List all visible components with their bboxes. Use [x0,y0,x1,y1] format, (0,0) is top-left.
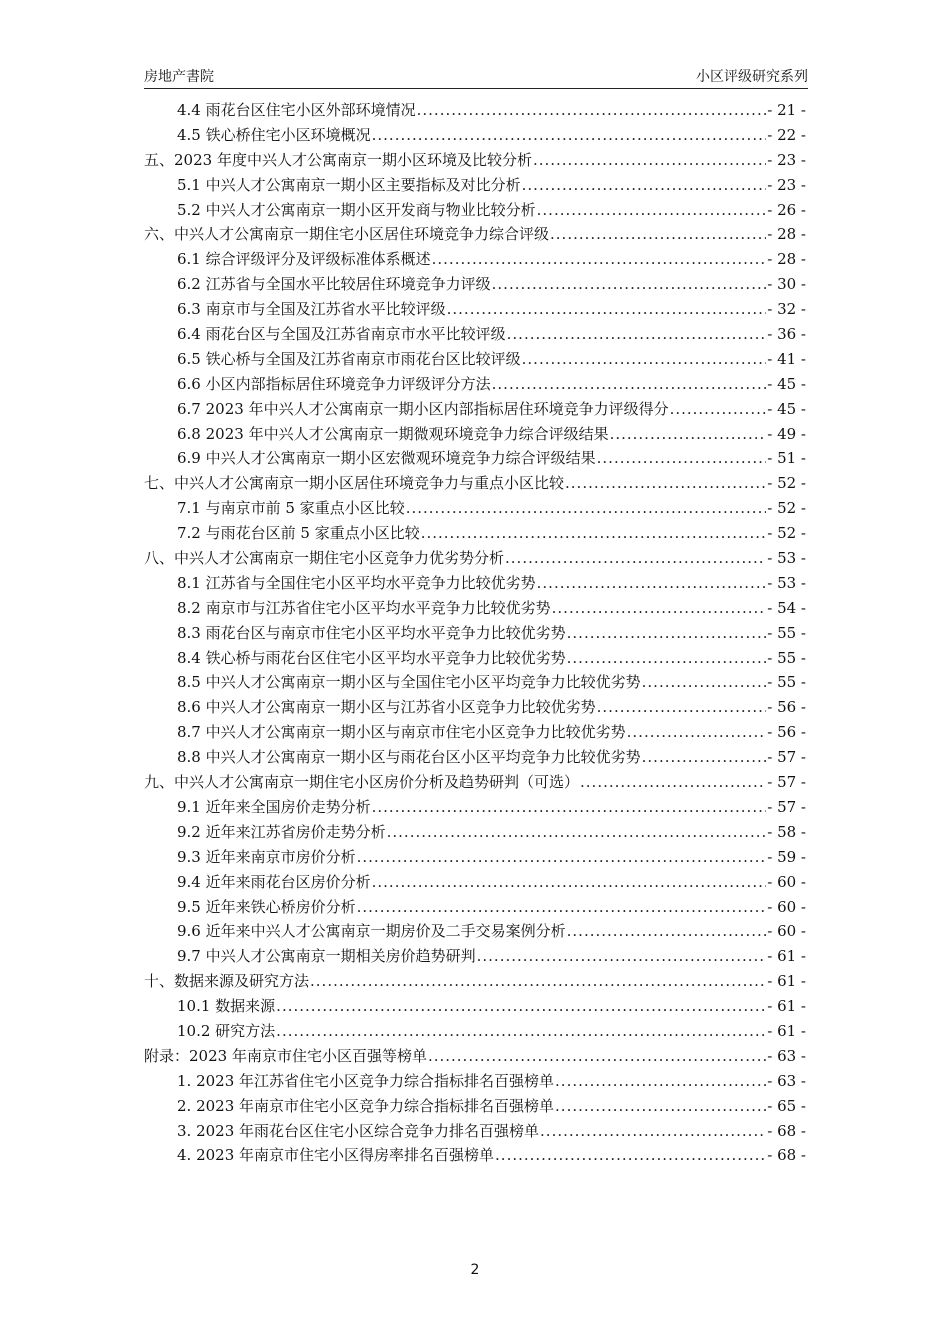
toc-dot-leader [522,176,767,194]
toc-entry[interactable] [144,323,806,348]
toc-dot-leader [610,425,767,443]
toc-entry[interactable] [144,398,806,423]
toc-dot-leader [406,499,767,517]
toc-dot-leader [447,300,767,318]
toc-entry-page: - 55 - [767,648,806,667]
toc-entry-title: 6.7 2023 年中兴人才公寓南京一期小区内部指标居住环境竞争力评级得分 [177,399,669,418]
toc-entry[interactable] [144,647,806,672]
toc-entry-page: - 52 - [767,474,806,493]
toc-entry[interactable] [144,796,806,821]
toc-entry-page: - 23 - [767,175,806,194]
toc-entry-title: 4.4 雨花台区住宅小区外部环境情况 [177,101,416,119]
toc-dot-leader [567,649,767,667]
toc-dot-leader [555,1072,766,1090]
toc-entry[interactable] [144,1120,806,1145]
toc-entry-title: 8.8 中兴人才公寓南京一期小区与雨花台区小区平均竞争力比较优劣势 [177,748,641,767]
toc-entry-title: 8.5 中兴人才公寓南京一期小区与全国住宅小区平均竞争力比较优劣势 [177,673,641,692]
header-series-title: 小区评级研究系列 [696,69,808,85]
toc-entry-page: - 28 - [767,250,806,269]
toc-entry-title: 4.5 铁心桥住宅小区环境概况 [177,125,371,144]
toc-dot-leader [533,151,766,169]
toc-dot-leader [276,1022,766,1040]
toc-dot-leader [597,449,767,467]
toc-entry[interactable] [144,597,806,622]
toc-dot-leader [505,549,766,567]
toc-entry-title: 7.1 与南京市前 5 家重点小区比较 [177,499,405,518]
toc-entry-page: - 68 - [767,1146,806,1165]
toc-entry[interactable] [144,970,806,995]
toc-entry-page: - 63 - [767,1046,806,1065]
toc-dot-leader [642,748,767,766]
toc-entry-title: 9.1 近年来全国房价走势分析 [177,797,371,816]
toc-entry-title: 6.4 雨花台区与全国及江苏省南京市水平比较评级 [177,325,506,344]
toc-entry-page: - 54 - [767,598,806,617]
toc-dot-leader [387,823,767,841]
toc-dot-leader [597,698,767,716]
toc-entry[interactable] [144,248,806,273]
toc-dot-leader [550,225,766,243]
toc-entry[interactable] [144,373,806,398]
toc-entry-page: - 65 - [767,1096,806,1115]
toc-entry-page: - 56 - [767,698,806,717]
toc-entry-page: - 53 - [767,573,806,592]
toc-dot-leader [310,972,766,990]
toc-dot-leader [537,574,767,592]
toc-entry-title: 8.6 中兴人才公寓南京一期小区与江苏省小区竞争力比较优劣势 [177,698,596,717]
toc-entry-page: - 21 - [767,101,806,119]
toc-entry[interactable] [144,522,806,547]
toc-dot-leader [372,873,767,891]
toc-entry[interactable] [144,871,806,896]
toc-dot-leader [567,624,767,642]
toc-entry-title: 6.3 南京市与全国及江苏省水平比较评级 [177,300,446,319]
toc-entry-page: - 49 - [767,424,806,443]
toc-entry[interactable] [144,472,806,497]
toc-entry-title: 4. 2023 年南京市住宅小区得房率排名百强榜单 [177,1146,495,1165]
toc-entry-title: 8.3 雨花台区与南京市住宅小区平均水平竞争力比较优劣势 [177,623,566,642]
toc-entry[interactable] [144,821,806,846]
toc-entry[interactable] [144,547,806,572]
toc-entry[interactable] [144,746,806,771]
toc-entry[interactable] [144,273,806,298]
table-of-contents [144,99,806,1169]
toc-dot-leader [357,898,767,916]
toc-entry-title: 9.3 近年来南京市房价分析 [177,847,356,866]
toc-entry-page: - 28 - [767,225,806,244]
toc-entry-title: 十、数据来源及研究方法 [144,972,310,991]
toc-entry-title: 6.1 综合评级评分及评级标准体系概述 [177,250,431,269]
toc-entry-title: 9.4 近年来雨花台区房价分析 [177,872,371,891]
toc-dot-leader [567,922,767,940]
toc-entry-page: - 41 - [767,349,806,368]
toc-entry-page: - 55 - [767,673,806,692]
toc-entry-title: 9.5 近年来铁心桥房价分析 [177,897,356,916]
toc-dot-leader [357,848,767,866]
toc-entry[interactable] [144,1045,806,1070]
toc-entry-page: - 63 - [767,1071,806,1090]
toc-entry[interactable] [144,99,806,124]
toc-entry[interactable] [144,572,806,597]
toc-entry-page: - 51 - [767,449,806,468]
toc-entry[interactable] [144,348,806,373]
toc-dot-leader [492,275,767,293]
toc-entry-title: 2. 2023 年南京市住宅小区竞争力综合指标排名百强榜单 [177,1096,555,1115]
toc-entry-page: - 57 - [767,773,806,792]
toc-entry-title: 8.2 南京市与江苏省住宅小区平均水平竞争力比较优劣势 [177,598,551,617]
toc-entry-title: 10.1 数据来源 [177,997,276,1016]
toc-dot-leader [642,673,767,691]
toc-entry-page: - 22 - [767,125,806,144]
toc-dot-leader [627,723,767,741]
toc-entry-page: - 68 - [767,1121,806,1140]
toc-entry-title: 八、中兴人才公寓南京一期住宅小区竞争力优劣势分析 [144,549,505,568]
toc-entry-page: - 52 - [767,524,806,543]
toc-entry-page: - 45 - [767,374,806,393]
toc-entry-title: 五、2023 年度中兴人才公寓南京一期小区环境及比较分析 [144,150,532,169]
toc-entry-page: - 57 - [767,748,806,767]
toc-dot-leader [522,350,767,368]
toc-dot-leader [372,798,767,816]
toc-entry-title: 1. 2023 年江苏省住宅小区竞争力综合指标排名百强榜单 [177,1071,555,1090]
toc-dot-leader [421,524,767,542]
toc-dot-leader [495,1146,766,1164]
toc-dot-leader [372,126,767,144]
toc-entry[interactable] [144,199,806,224]
toc-dot-leader [552,599,767,617]
toc-entry[interactable] [144,497,806,522]
toc-entry-title: 六、中兴人才公寓南京一期住宅小区居住环境竞争力综合评级 [144,225,550,244]
toc-entry-page: - 30 - [767,275,806,294]
toc-entry[interactable] [144,223,806,248]
toc-entry-title: 九、中兴人才公寓南京一期住宅小区房价分析及趋势研判（可选） [144,773,580,792]
toc-entry[interactable] [144,721,806,746]
toc-entry-page: - 61 - [767,997,806,1016]
toc-entry-page: - 36 - [767,325,806,344]
toc-dot-leader [492,375,767,393]
toc-entry[interactable] [144,995,806,1020]
toc-entry-page: - 61 - [767,972,806,991]
toc-entry[interactable] [144,945,806,970]
toc-entry-page: - 56 - [767,723,806,742]
toc-entry-title: 9.7 中兴人才公寓南京一期相关房价趋势研判 [177,947,476,966]
toc-entry-title: 6.9 中兴人才公寓南京一期小区宏微观环境竞争力综合评级结果 [177,449,596,468]
toc-entry-page: - 26 - [767,200,806,219]
toc-entry-page: - 52 - [767,499,806,518]
toc-entry-page: - 58 - [767,822,806,841]
toc-entry[interactable] [144,149,806,174]
toc-entry-title: 七、中兴人才公寓南京一期小区居住环境竞争力与重点小区比较 [144,474,565,493]
toc-dot-leader [580,773,766,791]
toc-entry[interactable] [144,846,806,871]
toc-entry-title: 5.2 中兴人才公寓南京一期小区开发商与物业比较分析 [177,200,536,219]
toc-entry-title: 9.6 近年来中兴人才公寓南京一期房价及二手交易案例分析 [177,922,566,941]
toc-entry[interactable] [144,1095,806,1120]
toc-entry-page: - 45 - [767,399,806,418]
toc-dot-leader [428,1047,766,1065]
toc-entry-title: 7.2 与雨花台区前 5 家重点小区比较 [177,524,420,543]
toc-entry-page: - 57 - [767,797,806,816]
toc-entry-page: - 61 - [767,947,806,966]
toc-entry-page: - 59 - [767,847,806,866]
toc-dot-leader [432,250,767,268]
toc-entry[interactable] [144,896,806,921]
toc-entry[interactable] [144,124,806,149]
toc-dot-leader [276,997,766,1015]
toc-dot-leader [555,1097,766,1115]
toc-dot-leader [417,101,767,119]
toc-entry-page: - 53 - [767,549,806,568]
page-header [144,64,808,89]
toc-entry-title: 6.2 江苏省与全国水平比较居住环境竞争力评级 [177,275,491,294]
toc-entry-page: - 60 - [767,897,806,916]
toc-dot-leader [565,474,766,492]
toc-entry-title: 5.1 中兴人才公寓南京一期小区主要指标及对比分析 [177,175,521,194]
toc-entry-title: 8.7 中兴人才公寓南京一期小区与南京市住宅小区竞争力比较优劣势 [177,723,626,742]
toc-entry-page: - 60 - [767,872,806,891]
toc-entry-title: 8.4 铁心桥与雨花台区住宅小区平均水平竞争力比较优劣势 [177,648,566,667]
toc-entry-page: - 61 - [767,1021,806,1040]
toc-entry-page: - 23 - [767,150,806,169]
toc-dot-leader [670,400,767,418]
page-number: 2 [470,1262,480,1278]
toc-entry[interactable] [144,1070,806,1095]
toc-dot-leader [477,947,767,965]
toc-entry-page: - 55 - [767,623,806,642]
toc-dot-leader [507,325,767,343]
toc-entry[interactable] [144,1144,806,1169]
toc-entry-title: 6.8 2023 年中兴人才公寓南京一期微观环境竞争力综合评级结果 [177,424,609,443]
toc-entry-title: 8.1 江苏省与全国住宅小区平均水平竞争力比较优劣势 [177,573,536,592]
toc-entry-title: 9.2 近年来江苏省房价走势分析 [177,822,386,841]
toc-entry[interactable] [144,1020,806,1045]
toc-entry[interactable] [144,920,806,945]
toc-dot-leader [540,1122,766,1140]
toc-entry-title: 附录：2023 年南京市住宅小区百强等榜单 [144,1046,427,1065]
toc-entry[interactable] [144,622,806,647]
toc-entry-title: 10.2 研究方法 [177,1021,276,1040]
toc-entry[interactable] [144,423,806,448]
toc-entry-title: 6.6 小区内部指标居住环境竞争力评级评分方法 [177,374,491,393]
toc-entry-page: - 60 - [767,922,806,941]
toc-entry-title: 3. 2023 年雨花台区住宅小区综合竞争力排名百强榜单 [177,1121,540,1140]
toc-entry[interactable] [144,771,806,796]
toc-entry-page: - 32 - [767,300,806,319]
toc-entry[interactable] [144,696,806,721]
toc-entry[interactable] [144,174,806,199]
toc-entry-title: 6.5 铁心桥与全国及江苏省南京市雨花台区比较评级 [177,349,521,368]
toc-entry[interactable] [144,298,806,323]
header-publisher: 房地产書院 [144,69,214,85]
toc-dot-leader [537,201,767,219]
toc-entry[interactable] [144,447,806,472]
toc-entry[interactable] [144,671,806,696]
